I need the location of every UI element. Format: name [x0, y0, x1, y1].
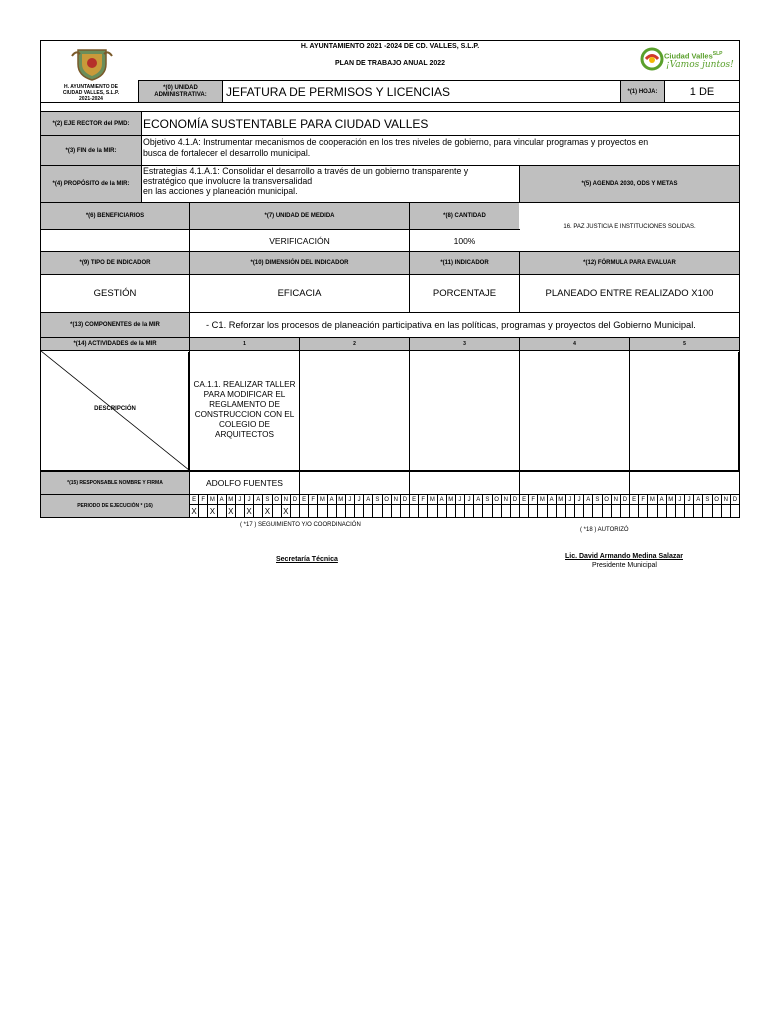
proposito-label: *(4) PROPÓSITO de la MIR:	[41, 166, 141, 202]
month-cell: A	[253, 495, 262, 504]
indicador-label: *(11) INDICADOR	[410, 252, 519, 274]
month-mark-cell: X	[262, 504, 271, 518]
month-mark-cell	[611, 504, 620, 518]
month-cell: O	[602, 495, 611, 504]
month-mark-cell	[299, 504, 308, 518]
month-cell: D	[400, 495, 409, 504]
month-mark-cell	[317, 504, 326, 518]
month-cell: A	[583, 495, 592, 504]
month-mark-cell	[592, 504, 601, 518]
dimension-label: *(10) DIMENSIÓN DEL INDICADOR	[190, 252, 409, 274]
month-mark-cell	[418, 504, 427, 518]
month-cell: J	[235, 495, 244, 504]
month-mark-cell: X	[281, 504, 290, 518]
ciudad-valles-logo	[640, 46, 732, 74]
eje-value: ECONOMÍA SUSTENTABLE PARA CIUDAD VALLES	[143, 116, 429, 131]
month-cell: J	[574, 495, 583, 504]
month-mark-cell	[537, 504, 546, 518]
eje-label: *(2) EJE RECTOR del PMD:	[41, 112, 141, 135]
month-cell: S	[592, 495, 601, 504]
month-cell: J	[565, 495, 574, 504]
month-mark-cell	[666, 504, 675, 518]
month-mark-cell	[464, 504, 473, 518]
month-mark-cell	[629, 504, 638, 518]
cantidad-label: *(8) CANTIDAD	[410, 203, 519, 229]
tipo-label: *(9) TIPO DE INDICADOR	[41, 252, 189, 274]
formula-value: PLANEADO ENTRE REALIZADO X100	[545, 288, 714, 299]
month-cell: S	[372, 495, 381, 504]
month-mark-cell: X	[226, 504, 235, 518]
month-cell: A	[657, 495, 666, 504]
activity-number: 2	[353, 341, 356, 347]
month-mark-cell	[382, 504, 391, 518]
month-mark-cell	[217, 504, 226, 518]
month-cell: N	[721, 495, 730, 504]
month-cell: E	[189, 495, 198, 504]
proposito-line: en las acciones y planeación municipal.	[143, 186, 298, 196]
componentes-label: *(13) COMPONENTES de la MIR	[41, 313, 189, 337]
month-cell: M	[446, 495, 455, 504]
month-cell: M	[666, 495, 675, 504]
activity-line: CONSTRUCCION CON EL	[194, 410, 295, 419]
month-mark-cell	[730, 504, 739, 518]
logo-text: Ciudad Valles	[664, 51, 713, 61]
month-cell: A	[363, 495, 372, 504]
activity-number: 1	[243, 341, 246, 347]
month-cell: M	[556, 495, 565, 504]
month-mark-cell	[290, 504, 299, 518]
periodo-grid	[189, 495, 740, 518]
month-mark-cell	[372, 504, 381, 518]
periodo-label: PERIODO DE EJECUCIÓN * (16)	[41, 495, 189, 517]
month-mark-cell: X	[207, 504, 216, 518]
proposito-value	[143, 166, 518, 202]
unidad-medida-value: VERIFICACIÓN	[269, 235, 330, 246]
month-cell: F	[308, 495, 317, 504]
month-mark-cell	[354, 504, 363, 518]
month-cell: N	[391, 495, 400, 504]
org-name	[48, 83, 134, 103]
month-mark-cell	[638, 504, 647, 518]
month-mark-cell	[510, 504, 519, 518]
month-cell: D	[620, 495, 629, 504]
month-cell: O	[492, 495, 501, 504]
responsable-label: *(15) RESPONSABLE NOMBRE Y FIRMA	[41, 472, 189, 494]
header-title: H. AYUNTAMIENTO 2021 -2024 DE CD. VALLES, S.L.P.	[300, 42, 480, 50]
month-mark-cell	[712, 504, 721, 518]
dimension-value: EFICACIA	[277, 288, 322, 299]
month-cell: E	[299, 495, 308, 504]
responsable-value: ADOLFO FUENTES	[206, 478, 283, 488]
agenda-value: 16. PAZ JUSTICIA E INSTITUCIONES SOLIDAS.	[563, 224, 696, 230]
fin-label: *(3) FIN de la MIR:	[41, 136, 141, 165]
month-cell: A	[693, 495, 702, 504]
month-mark-cell	[482, 504, 491, 518]
month-cell: E	[519, 495, 528, 504]
logo-slogan: ¡Vamos juntos!	[666, 60, 734, 70]
month-cell: O	[272, 495, 281, 504]
month-mark-cell	[409, 504, 418, 518]
month-mark-cell	[446, 504, 455, 518]
month-mark-cell: X	[189, 504, 198, 518]
month-mark-cell	[437, 504, 446, 518]
month-mark-cell	[528, 504, 537, 518]
month-cell: S	[482, 495, 491, 504]
month-cell: D	[510, 495, 519, 504]
activity-1-description	[190, 378, 299, 442]
month-cell: M	[336, 495, 345, 504]
month-cell: J	[675, 495, 684, 504]
month-cell: M	[647, 495, 656, 504]
month-cell: E	[409, 495, 418, 504]
unit-value: JEFATURA DE PERMISOS Y LICENCIAS	[226, 84, 451, 99]
signer-name: Lic. David Armando Medina Salazar	[565, 553, 683, 560]
month-mark-cell	[327, 504, 336, 518]
descripcion-label: DESCRIPCIÓN	[94, 406, 136, 412]
month-mark-cell	[583, 504, 592, 518]
activity-line: CA.1.1. REALIZAR TALLER	[193, 380, 296, 389]
actividades-label: *(14) ACTIVIDADES de la MIR	[73, 341, 157, 347]
month-cell: F	[528, 495, 537, 504]
month-cell: N	[501, 495, 510, 504]
month-mark-cell	[235, 504, 244, 518]
month-mark-cell	[702, 504, 711, 518]
month-mark-cell	[519, 504, 528, 518]
month-cell: F	[418, 495, 427, 504]
month-mark-cell	[308, 504, 317, 518]
month-cell: M	[226, 495, 235, 504]
month-cell: M	[207, 495, 216, 504]
logo-text-sup: SLP	[712, 51, 723, 57]
month-mark-cell	[363, 504, 372, 518]
month-mark-cell	[501, 504, 510, 518]
activity-number: 3	[463, 341, 466, 347]
unit-label: *(0) UNIDAD ADMINISTRATIVA:	[139, 81, 222, 102]
proposito-line: estratégico que involucre la transversalidad	[143, 176, 313, 186]
month-mark-cell	[455, 504, 464, 518]
unidad-medida-label: *(7) UNIDAD DE MEDIDA	[190, 203, 409, 229]
activity-line: COLEGIO DE	[219, 420, 270, 429]
activity-line: REGLAMENTO DE	[209, 400, 280, 409]
month-mark-cell	[336, 504, 345, 518]
month-mark-cell	[657, 504, 666, 518]
month-cell: J	[244, 495, 253, 504]
month-cell: J	[354, 495, 363, 504]
month-cell: F	[198, 495, 207, 504]
month-cell: D	[290, 495, 299, 504]
secretaria-signature: Secretaría Técnica	[276, 556, 338, 563]
activity-line: ARQUITECTOS	[215, 430, 274, 439]
month-cell: M	[317, 495, 326, 504]
activity-number: 5	[683, 341, 686, 347]
month-cell: F	[638, 495, 647, 504]
month-cell: M	[427, 495, 436, 504]
month-cell: D	[730, 495, 739, 504]
org-line: CIUDAD VALLES, S.L.P.	[62, 90, 120, 96]
month-cell: J	[455, 495, 464, 504]
month-mark-cell	[492, 504, 501, 518]
month-cell: M	[537, 495, 546, 504]
month-mark-cell	[400, 504, 409, 518]
componentes-value: - C1. Reforzar los procesos de planeación participativa en las políticas, programas y proyectos del Gobierno Municipal.	[206, 320, 696, 330]
month-mark-cell	[547, 504, 556, 518]
month-cell: J	[345, 495, 354, 504]
activity-line: PARA MODIFICAR EL	[203, 390, 286, 399]
tipo-value: GESTIÓN	[93, 288, 137, 299]
signer-title: Presidente Municipal	[592, 562, 657, 569]
month-mark-cell	[647, 504, 656, 518]
org-line: 2021-2024	[79, 96, 103, 102]
month-mark-cell	[391, 504, 400, 518]
month-cell: J	[684, 495, 693, 504]
agenda-label: *(5) AGENDA 2030, ODS Y METAS	[520, 166, 739, 202]
beneficiarios-label: *(6) BENEFICIARIOS	[41, 203, 189, 229]
month-cell: A	[437, 495, 446, 504]
month-mark-cell	[675, 504, 684, 518]
coat-of-arms-logo	[70, 46, 114, 82]
header-subtitle: PLAN DE TRABAJO ANUAL 2022	[334, 59, 446, 67]
indicador-value: PORCENTAJE	[432, 288, 497, 299]
month-mark-cell	[693, 504, 702, 518]
autorizo-label: ( *18 ) AUTORIZÓ	[580, 527, 629, 533]
cantidad-value: 100%	[453, 235, 476, 246]
formula-label: *(12) FÓRMULA PARA EVALUAR	[520, 252, 739, 274]
month-cell: O	[712, 495, 721, 504]
month-mark-cell	[198, 504, 207, 518]
month-mark-cell	[574, 504, 583, 518]
month-mark-cell: X	[244, 504, 253, 518]
month-cell: A	[327, 495, 336, 504]
month-mark-cell	[253, 504, 262, 518]
month-mark-cell	[565, 504, 574, 518]
month-cell: N	[281, 495, 290, 504]
month-mark-cell	[602, 504, 611, 518]
hoja-label: *(1) HOJA:	[621, 81, 664, 102]
hoja-value: 1 DE	[689, 85, 715, 98]
month-mark-cell	[345, 504, 354, 518]
month-cell: A	[473, 495, 482, 504]
month-cell: N	[611, 495, 620, 504]
seguimiento-label: ( *17 ) SEGUIMIENTO Y/O COORDINACIÓN	[240, 522, 361, 528]
month-mark-cell	[272, 504, 281, 518]
fin-value: Objetivo 4.1.A: Instrumentar mecanismos de cooperación en los tres niveles de gobierno, para vincular programas y proyectos en busca de fortalecer el desarrollo municipal.	[143, 137, 649, 158]
month-mark-cell	[684, 504, 693, 518]
org-line: H. AYUNTAMIENTO DE	[64, 84, 118, 90]
beneficiarios-value	[41, 230, 189, 251]
proposito-line: Estrategias 4.1.A.1: Consolidar el desarrollo a través de un gobierno transparente y	[143, 166, 469, 176]
month-cell: A	[547, 495, 556, 504]
month-cell: E	[629, 495, 638, 504]
month-cell: J	[464, 495, 473, 504]
month-mark-cell	[473, 504, 482, 518]
month-cell: S	[702, 495, 711, 504]
month-mark-cell	[427, 504, 436, 518]
month-cell: A	[217, 495, 226, 504]
activity-number: 4	[573, 341, 576, 347]
month-cell: O	[382, 495, 391, 504]
month-mark-cell	[721, 504, 730, 518]
month-cell: S	[262, 495, 271, 504]
month-mark-cell	[620, 504, 629, 518]
month-mark-cell	[556, 504, 565, 518]
